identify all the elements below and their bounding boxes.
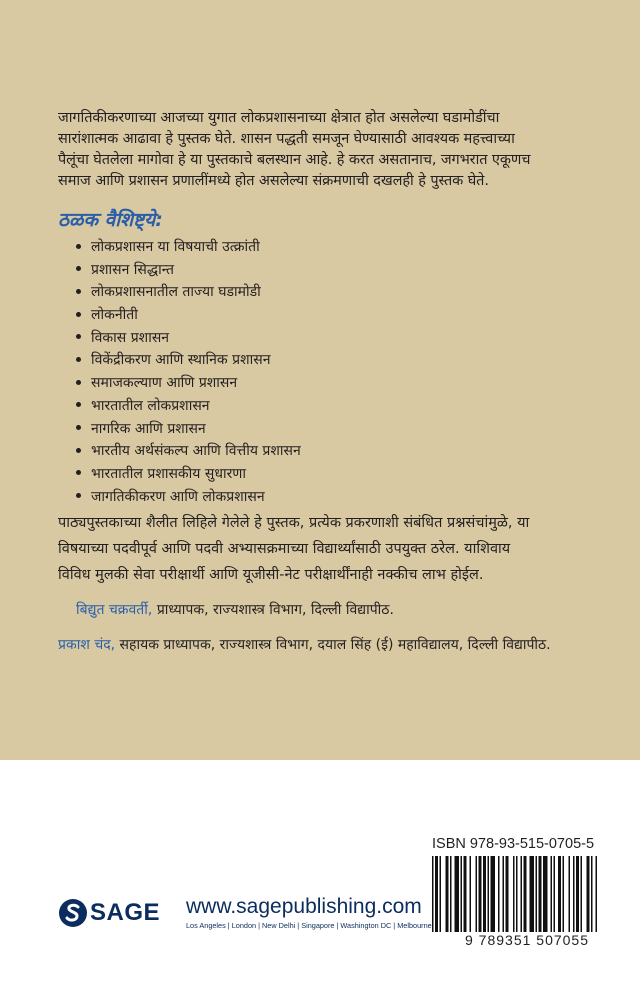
barcode-bar bbox=[461, 856, 463, 938]
barcode-bar bbox=[470, 856, 472, 938]
description-line: सारांशात्मक आढावा हे पुस्तक घेते. शासन पद्धती समजून घेण्यासाठी आवश्यक महत्त्वाच्या bbox=[58, 131, 515, 147]
barcode-bar bbox=[563, 856, 565, 938]
bullet-icon bbox=[76, 402, 81, 407]
barcode-bar bbox=[476, 856, 478, 938]
usage-line: विविध मुलकी सेवा परीक्षार्थी आणि यूजीसी-नेट परीक्षार्थींनाही नक्कीच लाभ होईल. bbox=[58, 567, 484, 583]
publisher-website: www.sagepublishing.com bbox=[186, 895, 422, 918]
logo-text: SAGE bbox=[90, 899, 161, 926]
features-list bbox=[76, 236, 301, 508]
description-line: जागतिकीकरणाच्या आजच्या युगात लोकप्रशासनाच्या क्षेत्रात होत असलेल्या घडामोडींचा bbox=[58, 110, 500, 126]
barcode-bar bbox=[587, 856, 590, 938]
feature-label: विकास प्रशासन bbox=[91, 329, 170, 346]
feature-label: प्रशासन सिद्धान्त bbox=[91, 261, 174, 278]
barcode-bar bbox=[551, 856, 553, 938]
barcode-bar bbox=[524, 856, 527, 938]
feature-label: भारतातील लोकप्रशासन bbox=[91, 397, 210, 414]
publisher-cities: Los Angeles | London | New Delhi | Singapore | Washington DC | Melbourne bbox=[186, 921, 432, 930]
list-item bbox=[76, 259, 301, 282]
feature-label: विकेंद्रीकरण आणि स्थानिक प्रशासन bbox=[91, 352, 271, 369]
sage-globe-icon bbox=[58, 898, 88, 928]
author-role: सहायक प्राध्यापक, राज्यशास्त्र विभाग, दयाल सिंह (ई) महाविद्यालय, दिल्ली विद्यापीठ. bbox=[119, 637, 551, 653]
barcode-bar bbox=[581, 856, 583, 938]
barcode-bar bbox=[576, 856, 579, 938]
author-credit bbox=[76, 600, 394, 619]
barcode-bar bbox=[435, 856, 438, 938]
barcode-bar bbox=[516, 856, 518, 938]
list-item bbox=[76, 440, 301, 463]
list-item bbox=[76, 327, 301, 350]
list-item bbox=[76, 418, 301, 441]
barcode-bar bbox=[432, 856, 434, 938]
barcode-bar bbox=[596, 856, 598, 938]
feature-label: लोकप्रशासन या विषयाची उत्क्रांती bbox=[91, 239, 260, 255]
list-item bbox=[76, 236, 301, 259]
feature-label: जागतिकीकरण आणि लोकप्रशासन bbox=[91, 488, 265, 505]
barcode-bar bbox=[573, 856, 575, 938]
barcode-bar bbox=[521, 856, 523, 938]
bullet-icon bbox=[76, 312, 81, 317]
description-line: पैलूंचा घेतलेला मागोवा हे या पुस्तकाचे बलस्थान आहे. हे करत असतानाच, जगभरात एकूणच bbox=[58, 152, 531, 168]
barcode-bar bbox=[530, 856, 535, 938]
barcode-bar bbox=[491, 856, 496, 938]
barcode-bar bbox=[446, 856, 449, 938]
feature-label: भारतीय अर्थसंकल्प आणि वित्तीय प्रशासन bbox=[91, 443, 301, 460]
isbn-label: ISBN 978-93-515-0705-5 bbox=[432, 836, 595, 852]
barcode-bar bbox=[506, 856, 509, 938]
feature-label: लोकनीती bbox=[91, 307, 138, 324]
bullet-icon bbox=[76, 425, 81, 430]
barcode-bar bbox=[569, 856, 571, 938]
barcode-bar bbox=[591, 856, 593, 938]
feature-label: भारतातील प्रशासकीय सुधारणा bbox=[91, 465, 247, 482]
list-item bbox=[76, 304, 301, 327]
barcode-bar bbox=[536, 856, 538, 938]
bullet-icon bbox=[76, 470, 81, 475]
bullet-icon bbox=[76, 334, 81, 339]
barcode-bar bbox=[488, 856, 490, 938]
bullet-icon bbox=[76, 244, 81, 249]
author-name: बिद्युत चक्रवर्ती, bbox=[76, 602, 153, 618]
feature-label: नागरिक आणि प्रशासन bbox=[91, 420, 206, 437]
list-item bbox=[76, 395, 301, 418]
barcode-bar bbox=[483, 856, 486, 938]
barcode-bar bbox=[539, 856, 542, 938]
barcode-bar bbox=[450, 856, 452, 938]
barcode-bar bbox=[513, 856, 515, 938]
barcode-bar bbox=[440, 856, 442, 938]
list-item bbox=[76, 349, 301, 372]
feature-label: लोकप्रशासनातील ताज्या घडामोडी bbox=[91, 284, 261, 301]
usage-line: पाठ्यपुस्तकाच्या शैलीत लिहिले गेलेले हे पुस्तक, प्रत्येक प्रकरणाशी संबंधित प्रश्नसंचांमुळे, या bbox=[58, 515, 530, 531]
barcode-number: 9 789351 507055 bbox=[428, 932, 626, 948]
barcode-bar bbox=[543, 856, 548, 938]
barcode-bar bbox=[455, 856, 460, 938]
author-name: प्रकाश चंद, bbox=[58, 637, 116, 653]
bullet-icon bbox=[76, 266, 81, 271]
bullet-icon bbox=[76, 289, 81, 294]
bullet-icon bbox=[76, 357, 81, 362]
barcode-bar bbox=[498, 856, 500, 938]
barcode-bar bbox=[554, 856, 556, 938]
list-item bbox=[76, 463, 301, 486]
barcode-bar bbox=[503, 856, 505, 938]
usage-paragraph bbox=[58, 510, 618, 588]
sage-logo bbox=[58, 893, 160, 933]
barcode-bar bbox=[464, 856, 467, 938]
bullet-icon bbox=[76, 448, 81, 453]
barcode-bar bbox=[558, 856, 561, 938]
description-line: समाज आणि प्रशासन प्रणालींमध्ये होत असलेल्या संक्रमणाची दखलही हे पुस्तक घेते. bbox=[58, 173, 489, 189]
barcode-image bbox=[428, 856, 626, 938]
author-role: प्राध्यापक, राज्यशास्त्र विभाग, दिल्ली विद्यापीठ. bbox=[156, 602, 394, 618]
list-item bbox=[76, 281, 301, 304]
author-credit bbox=[58, 635, 551, 654]
barcode-bar bbox=[479, 856, 482, 938]
features-heading: ठळक वैशिष्ट्ये: bbox=[58, 209, 163, 231]
usage-line: विषयाच्या पदवीपूर्व आणि पदवी अभ्यासक्रमाच्या विद्यार्थ्यांसाठी उपयुक्त ठरेल. याशिवाय bbox=[58, 541, 511, 557]
list-item bbox=[76, 372, 301, 395]
bullet-icon bbox=[76, 380, 81, 385]
description-paragraph bbox=[58, 108, 606, 192]
list-item bbox=[76, 486, 301, 509]
bullet-icon bbox=[76, 493, 81, 498]
feature-label: समाजकल्याण आणि प्रशासन bbox=[91, 375, 238, 392]
